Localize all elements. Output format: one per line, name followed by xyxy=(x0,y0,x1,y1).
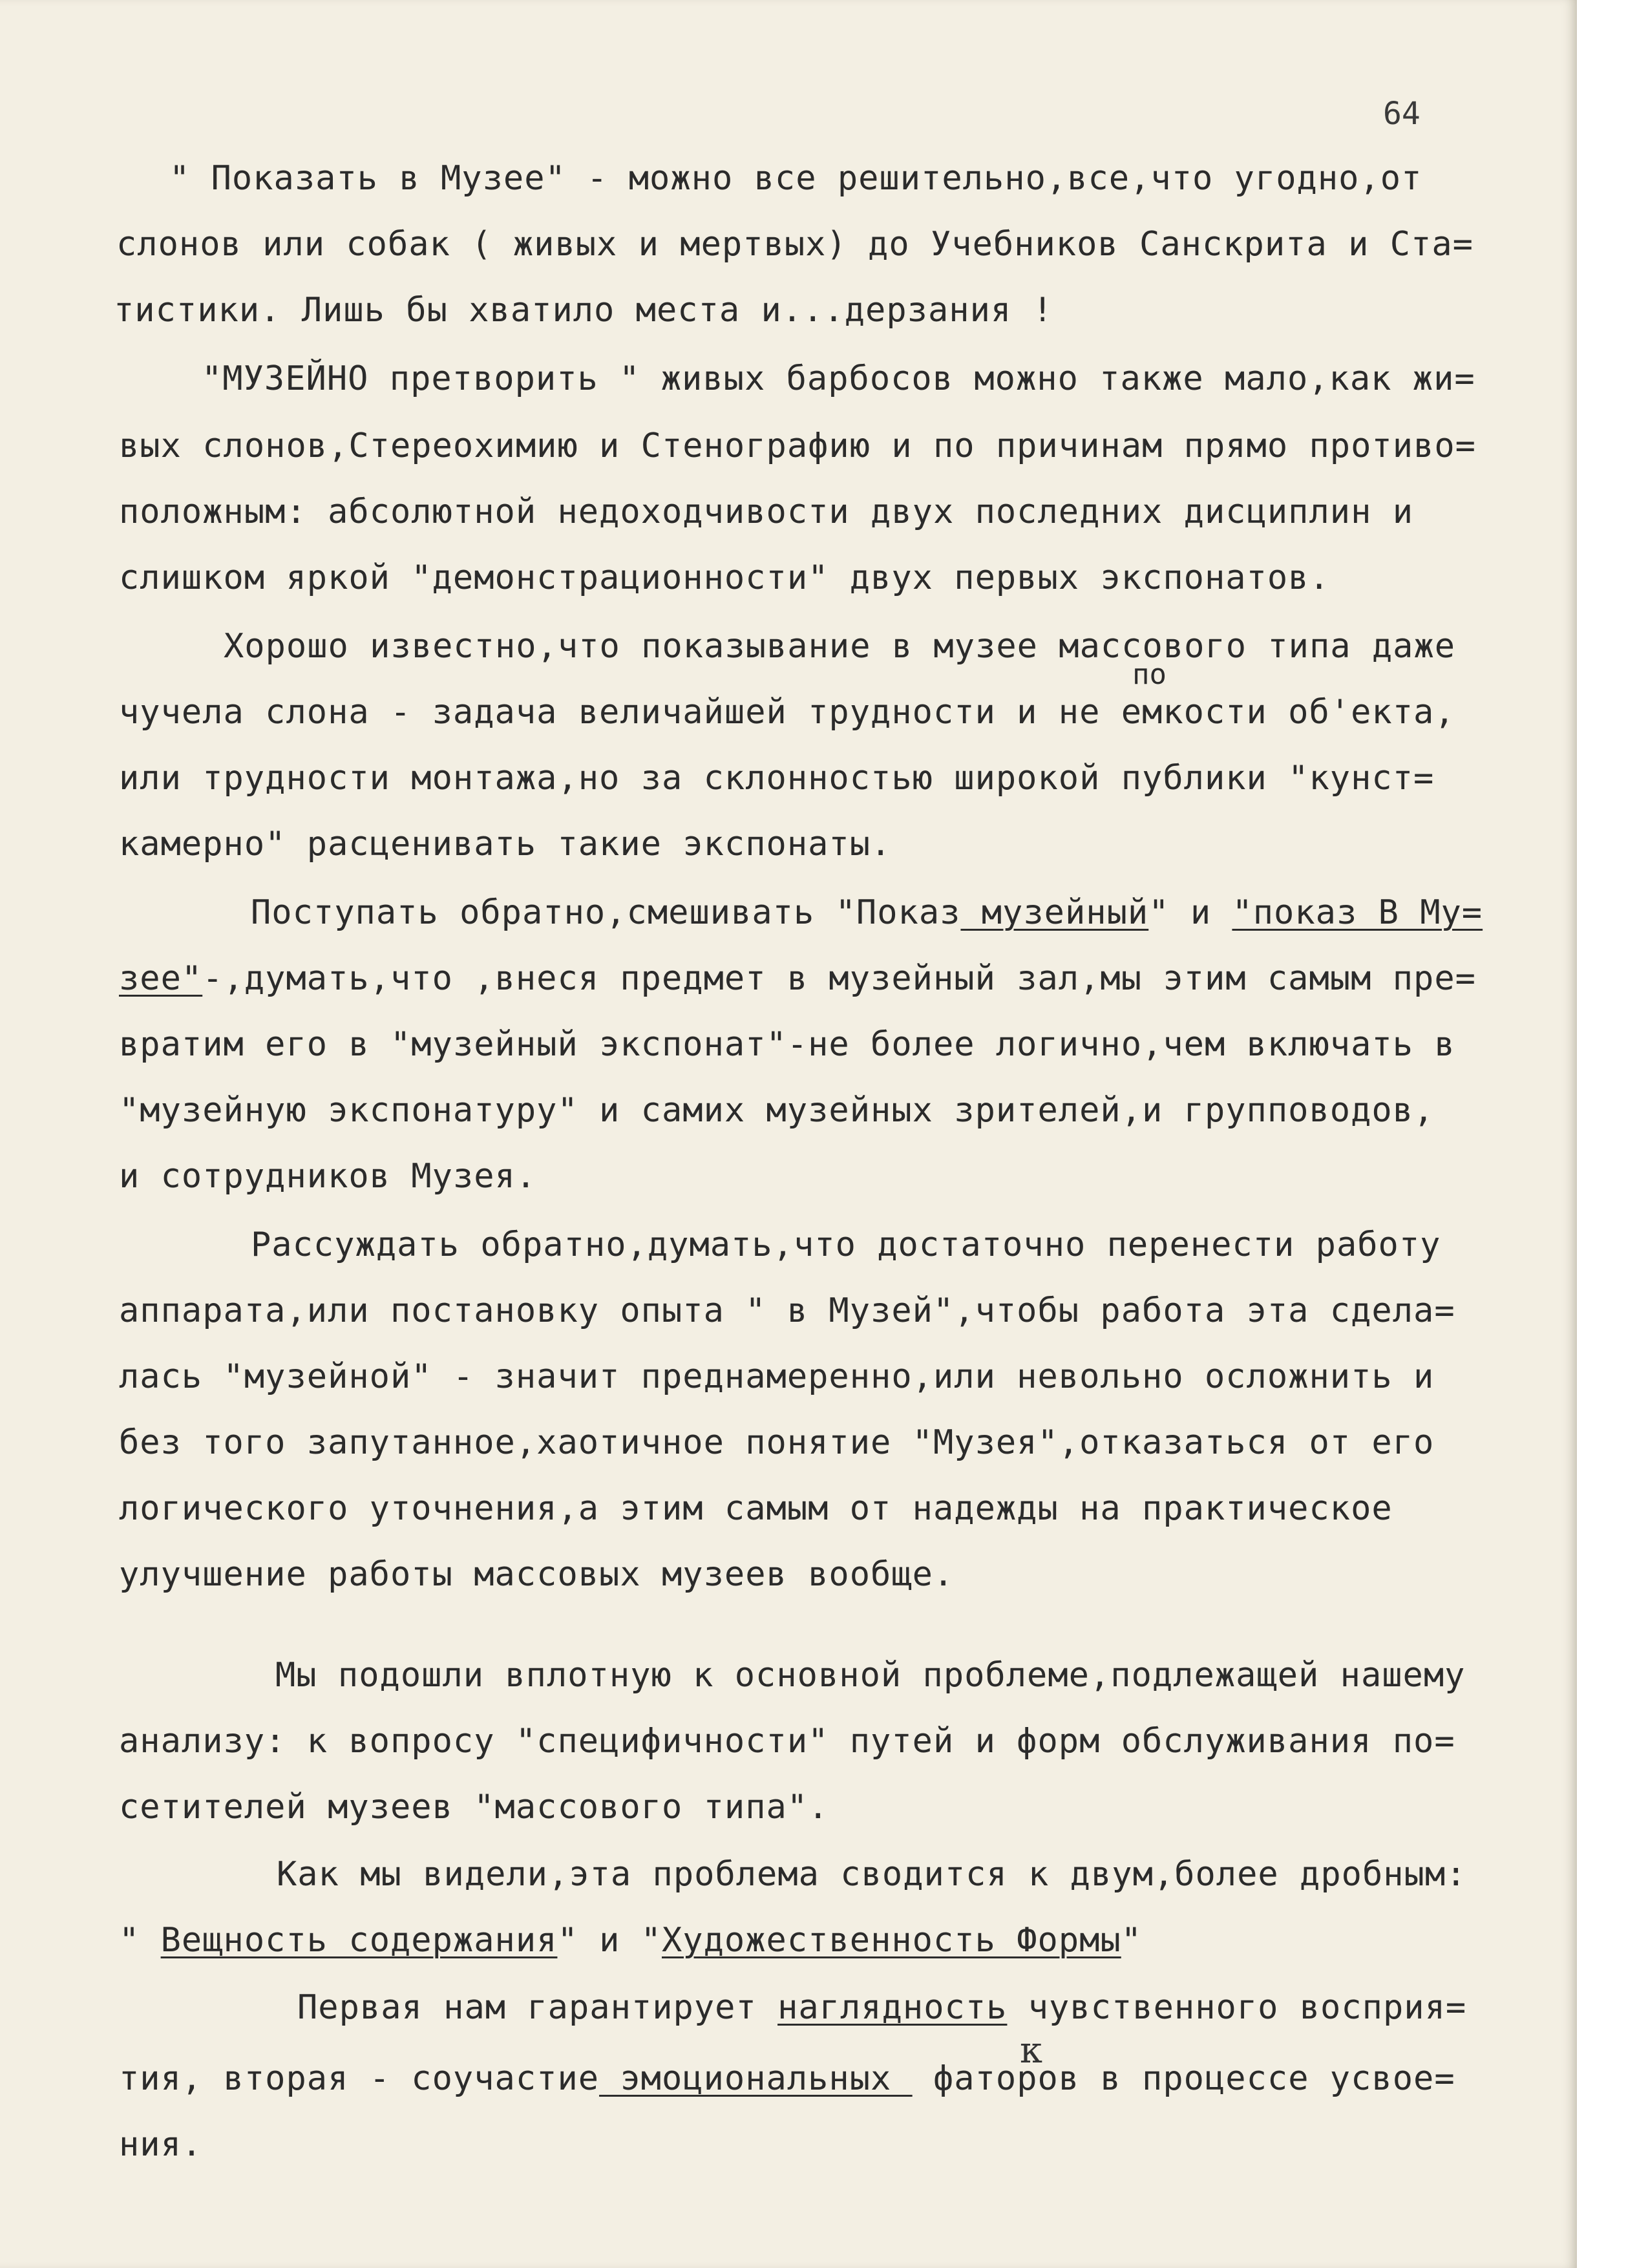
text-line-10: или трудности монтажа,но за склонностью широкой публики "кунст= xyxy=(119,759,1435,798)
underlined-veshchnost-soderzhaniya: Вещность содержания xyxy=(160,1921,558,1960)
line-28-part-c: чувственного восприя= xyxy=(1007,1988,1467,2027)
line-27-part-a: " xyxy=(119,1921,161,1960)
text-line-21: логического уточнения,а этим самым от надежды на практическое xyxy=(119,1489,1393,1528)
text-line-2: слонов или собак ( живых и мертвых) до Учебников Санскрита и Ста= xyxy=(116,225,1474,264)
text-line-19: лась "музейной" - значит преднамеренно,или невольно осложнить и xyxy=(119,1357,1435,1396)
text-line-15: "музейную экспонатуру" и самих музейных зрителей,и групповодов, xyxy=(119,1091,1435,1130)
text-line-26: Как мы видели,эта проблема сводится к двум,более дробным: xyxy=(277,1855,1467,1894)
text-line-4: "МУЗЕЙНО претворить " живых барбосов можно также мало,как жи= xyxy=(202,359,1475,398)
underlined-naglyadnost: наглядность xyxy=(777,1988,1008,2027)
text-line-11: камерно" расценивать такие экспонаты. xyxy=(119,825,892,864)
text-line-20: без того запутанное,хаотичное понятие "Музея",отказаться от его xyxy=(119,1423,1435,1462)
underlined-pokaz-v-muzee: "показ В Му= xyxy=(1232,893,1483,932)
text-line-7: слишком яркой "демонстрационности" двух первых экспонатов. xyxy=(119,558,1330,597)
text-line-8: Хорошо известно,что показывание в музее массового типа даже xyxy=(224,627,1456,666)
line-29-part-c: фаторов в процессе усвое= xyxy=(912,2059,1455,2098)
text-line-14: вратим его в "музейный экспонат"-не более логично,чем включать в xyxy=(119,1025,1455,1064)
text-line-3: тистики. Лишь бы хватило места и...дерзания ! xyxy=(114,291,1053,330)
underlined-muzeyny: музейный xyxy=(960,893,1149,932)
underlined-khudozhestvennost-formy: Художественность Формы xyxy=(662,1921,1121,1960)
underlined-emotsionalnykh: эмоциональных xyxy=(599,2059,913,2098)
text-line-28 xyxy=(297,1988,1467,2027)
text-line-9: чучела слона - задача величайшей трудности и не емкости об'екта, xyxy=(119,693,1455,732)
text-line-23: Мы подошли вплотную к основной проблеме,подлежащей нашему xyxy=(275,1656,1466,1695)
text-line-1: " Показать в Музее" - можно все решительно,все,что угодно,от xyxy=(169,159,1422,198)
text-line-5: вых слонов,Стереохимию и Стенографию и по причинам прямо противо= xyxy=(119,427,1476,465)
text-line-16: и сотрудников Музея. xyxy=(119,1157,537,1196)
line-12-part-a: Поступать обратно,смешивать "Показ xyxy=(251,893,961,932)
text-line-6: положным: абсолютной недоходчивости двух последних дисциплин и xyxy=(119,493,1414,531)
line-27-part-c: " и " xyxy=(557,1921,662,1960)
page-number: 64 xyxy=(1383,96,1421,132)
line-29-part-a: тия, вторая - соучастие xyxy=(119,2059,600,2098)
line-13-rest: -,думать,что ,внеся предмет в музейный зал,мы этим самым пре= xyxy=(202,959,1476,998)
line-28-part-a: Первая нам гарантирует xyxy=(297,1988,778,2027)
text-line-12 xyxy=(251,893,1483,932)
text-line-18: аппарата,или постановку опыта " в Музей",чтобы работа эта сдела= xyxy=(119,1291,1455,1330)
text-line-17: Рассуждать обратно,думать,что достаточно перенести работу xyxy=(251,1225,1441,1264)
text-line-29 xyxy=(119,2059,1455,2098)
handwritten-insert-k: к xyxy=(1020,2030,1042,2072)
line-12-part-c: " и xyxy=(1148,893,1232,932)
text-line-22: улучшение работы массовых музеев вообще. xyxy=(119,1555,955,1594)
handwritten-insert-po: по xyxy=(1132,658,1167,691)
text-line-27 xyxy=(119,1921,1143,1960)
text-line-25: сетителей музеев "массового типа". xyxy=(119,1788,829,1827)
text-line-24: анализу: к вопросу "специфичности" путей и форм обслуживания по= xyxy=(119,1722,1455,1761)
text-line-13 xyxy=(119,959,1476,998)
line-27-part-e: " xyxy=(1121,1921,1143,1960)
text-line-30: ния. xyxy=(119,2125,203,2164)
underlined-zee: зее" xyxy=(119,959,203,998)
